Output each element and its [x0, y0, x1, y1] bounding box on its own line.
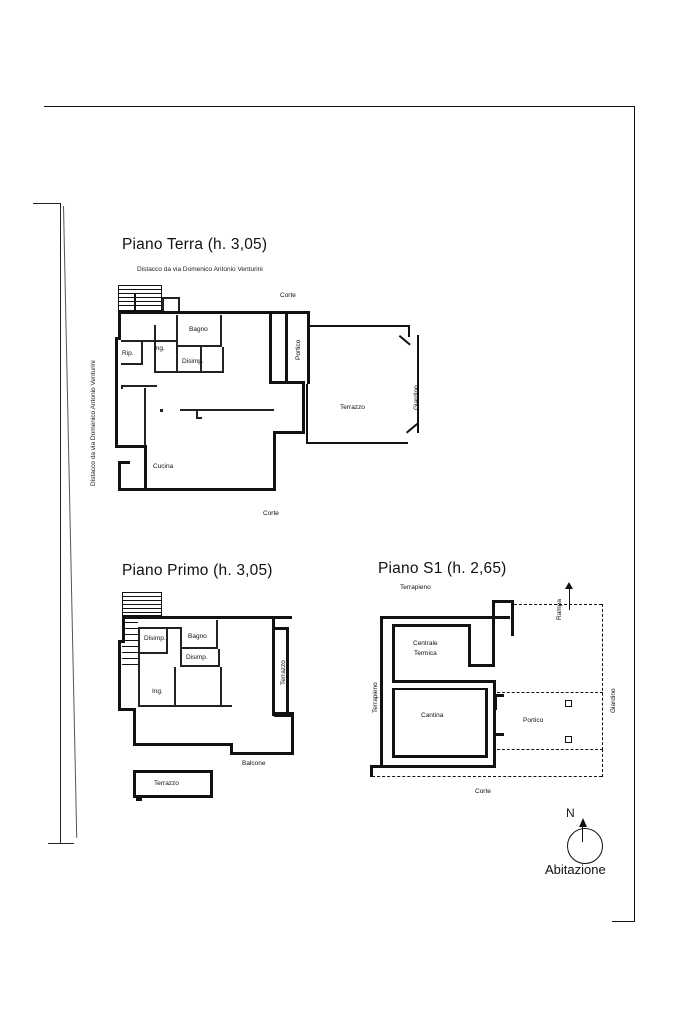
giardino-outline-right — [602, 604, 603, 750]
floor-plan-first-floor — [100, 600, 320, 815]
wall-exterior-top — [118, 311, 310, 314]
compass-circle-icon — [567, 828, 603, 864]
staircase-first — [122, 592, 162, 616]
wall-s1-bottom — [370, 765, 496, 768]
entrance-mark-right — [178, 297, 180, 311]
room-label-termica: Termica — [414, 650, 437, 657]
terrazzo-bl-pillar — [136, 795, 142, 801]
sheet-border-left-bottom-tick — [48, 843, 74, 844]
wall-cucina-bottom-left — [118, 488, 144, 491]
wall-s1-mid-horizontal — [392, 680, 496, 683]
room-label-bagno: Bagno — [189, 326, 208, 333]
wall-ext-bottom — [133, 743, 233, 746]
wall-mid-horizontal — [272, 381, 305, 384]
wall-int-disimp-a-bottom — [138, 652, 168, 654]
wall-int-bagno-bottom — [180, 647, 218, 649]
wall-portico-tick-b — [494, 733, 504, 736]
wall-int-right-vert — [220, 667, 222, 705]
room-label-giardino: Giardino — [413, 385, 420, 410]
room-label-corte-bottom: Corte — [263, 510, 279, 517]
wall-int-hall-tick — [121, 385, 123, 389]
sheet-border-right — [634, 106, 635, 922]
terrazzo-edge-top-right — [408, 325, 410, 337]
sheet-border-left — [60, 203, 61, 843]
portico-outline-bottom — [497, 749, 603, 750]
wall-int-ing-left — [138, 685, 140, 707]
room-label-bagno-1: Bagno — [188, 633, 207, 640]
room-label-ing: Ing. — [154, 345, 165, 352]
wall-ext-left — [118, 640, 121, 710]
wall-int-bagno-right — [216, 620, 218, 649]
wall-s1-top — [380, 616, 510, 619]
terrazzo-edge-bottom — [306, 442, 408, 444]
terrazzo-edge-left — [306, 384, 308, 444]
wall-int-rip-top — [121, 340, 177, 342]
portico-pillar-1 — [565, 700, 572, 707]
wall-portico-right — [307, 311, 310, 384]
wall-int-ing-bottom — [138, 705, 176, 707]
room-label-portico: Portico — [523, 717, 544, 724]
wall-ext-right-join — [272, 712, 294, 715]
wall-int-corridor-right — [222, 347, 224, 373]
room-label-giardino: Giardino — [610, 688, 617, 713]
wall-int-bagno-bottom — [176, 345, 222, 347]
wall-exterior-left — [115, 337, 118, 447]
legend-label-abitazione: Abitazione — [545, 862, 606, 877]
wall-ext-left-lower — [133, 708, 136, 746]
room-label-cucina: Cucina — [153, 463, 174, 470]
wall-int-bagno-left — [176, 315, 178, 347]
corte-outline-right — [602, 749, 603, 777]
property-boundary-line — [63, 206, 77, 838]
wall-terrazzo-bl-left — [133, 770, 136, 798]
wall-node-a — [160, 409, 163, 412]
wall-balcone-bottom — [230, 752, 294, 755]
wall-ext-top — [122, 616, 292, 619]
wall-int-top-a — [138, 627, 180, 629]
room-label-terrazzo: Terrazzo — [340, 404, 365, 411]
compass-rose-icon — [558, 806, 604, 868]
room-label-disimp: Disimp. — [182, 358, 204, 365]
room-label-terrazzo-right: Terrazzo — [280, 660, 287, 685]
wall-s1-left — [380, 616, 383, 768]
room-label-disimp-1: Disimp. — [144, 635, 166, 642]
wall-s1-right-upper — [492, 616, 495, 666]
wall-int-disimp-bottom — [200, 371, 224, 373]
wall-int-mid-horizontal — [174, 705, 232, 707]
sheet-border-left-top-tick — [33, 203, 61, 204]
room-label-rip: Rip. — [122, 350, 134, 357]
wall-int-cucina-right — [144, 388, 146, 446]
terrazzo-edge-right — [417, 335, 419, 433]
room-label-ing-1: Ing. — [152, 688, 163, 695]
staircase-first-lower — [122, 622, 138, 670]
wall-s1-int-top — [392, 624, 470, 627]
wall-int-bagno-right — [220, 315, 222, 347]
room-label-corte: Corte — [475, 788, 491, 795]
wall-int-disimp-b-right — [218, 649, 220, 667]
room-label-disimp-2: Disimp. — [186, 654, 208, 661]
stair-rail — [134, 293, 136, 313]
wall-exterior-bottom — [144, 488, 276, 491]
plan-title-basement: Piano S1 (h. 2,65) — [378, 560, 507, 577]
wall-terrazzo-bl-right — [210, 770, 213, 798]
wall-terrazzo-top — [272, 627, 289, 630]
wall-portico-left — [285, 311, 288, 384]
wall-s1-int-left — [392, 624, 395, 681]
wall-int-bagno-left — [180, 627, 182, 649]
room-label-portico: Portico — [295, 339, 302, 360]
wall-rampa-right — [511, 600, 514, 636]
portico-pillar-2 — [565, 736, 572, 743]
wall-cantina-right — [485, 688, 488, 758]
rampa-arrow-line-icon — [569, 586, 570, 610]
room-label-terrapieno-left: Terrapieno — [372, 682, 379, 713]
wall-cucina-step — [118, 461, 130, 464]
portico-outline-top — [497, 692, 603, 693]
sheet-border-top — [44, 106, 635, 107]
plan-title-first-floor: Piano Primo (h. 3,05) — [122, 562, 273, 579]
street-distance-label: Distacco da via Domenico Antonio Venturini — [90, 360, 97, 486]
plan-subtitle-ground-floor: Distacco da via Domenico Antonio Venturini — [137, 266, 263, 273]
wall-exterior-right-mid — [302, 381, 305, 434]
wall-int-disimp-left — [176, 345, 178, 373]
wall-int-ing-right — [174, 667, 176, 707]
wall-exterior-bottom-left — [115, 445, 147, 448]
room-label-balcone: Balcone — [242, 760, 266, 767]
wall-portico-left-a — [494, 696, 497, 710]
compass-arrow-icon — [579, 818, 587, 827]
wall-int-door-jamb-2 — [198, 417, 202, 419]
rampa-label: Rampa — [556, 599, 563, 620]
wall-cantina-left — [392, 688, 395, 758]
wall-exterior-right-lower — [273, 431, 276, 491]
wall-exterior-right-upper — [269, 311, 272, 384]
wall-exterior-left-upper — [118, 311, 121, 339]
wall-s1-int-right-join — [468, 664, 495, 667]
wall-int-rip-bottom — [121, 363, 143, 365]
plan-title-ground-floor: Piano Terra (h. 3,05) — [122, 236, 268, 253]
room-label-cantina: Cantina — [421, 712, 444, 719]
wall-int-hall-bottom — [121, 385, 157, 387]
corte-outline-bottom — [372, 776, 602, 777]
floor-plan-ground-floor — [100, 285, 440, 515]
wall-jog-bottom-right — [273, 431, 305, 434]
wall-terrazzo-bl-bottom — [133, 795, 213, 798]
wall-cucina-west — [118, 461, 121, 491]
wall-int-rip-right — [141, 340, 143, 365]
terrazzo-edge-top — [307, 325, 410, 327]
wall-int-mid-horizontal — [180, 409, 274, 411]
wall-cantina-top — [392, 688, 488, 690]
wall-s1-int-right — [468, 624, 471, 666]
wall-int-ing-bottom — [154, 371, 204, 373]
compass-north-letter: N — [566, 806, 575, 820]
wall-ext-right — [272, 616, 275, 716]
wall-cantina-bottom — [392, 755, 488, 758]
floor-plan-basement — [360, 584, 630, 808]
wall-int-disimp-b-bottom — [180, 665, 220, 667]
wall-portico-tick-a — [494, 694, 504, 697]
room-label-terrapieno-top: Terrapieno — [400, 584, 431, 591]
sheet-border-bottom — [612, 921, 635, 922]
wall-terrazzo-bl-top — [133, 770, 213, 773]
wall-int-disimp-a-right — [166, 627, 168, 654]
wall-int-left — [138, 627, 140, 687]
room-label-terrazzo-bottom: Terrazzo — [154, 780, 179, 787]
wall-cucina-left — [144, 445, 147, 490]
entrance-mark-left — [162, 297, 164, 311]
staircase-ground — [118, 285, 162, 311]
room-label-centrale: Centrale — [413, 640, 438, 647]
room-label-corte-top: Corte — [280, 292, 296, 299]
wall-balcone-right — [291, 714, 294, 755]
